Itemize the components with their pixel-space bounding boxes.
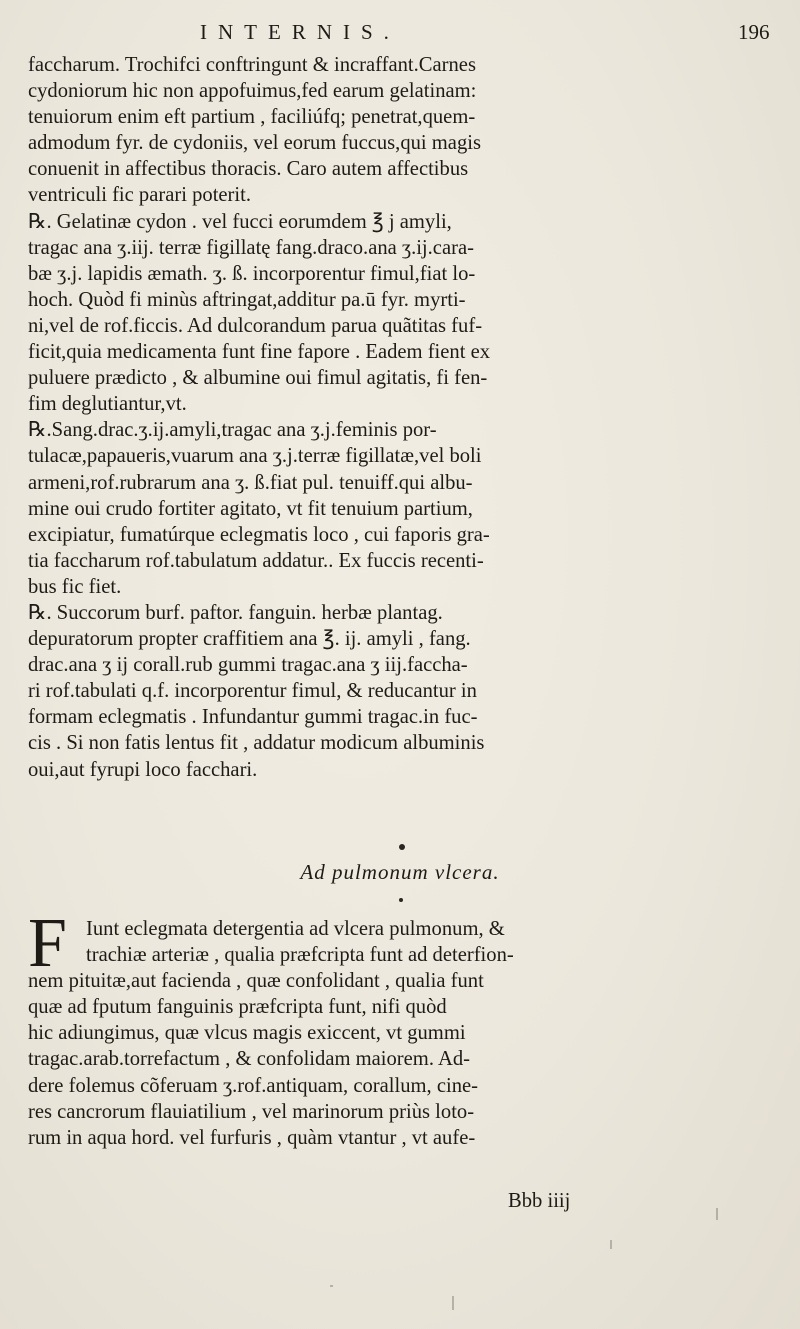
text-line: dere folemus cõferuam ʒ.rof.antiquam, corallum, cine-: [28, 1074, 479, 1097]
text-line: ficit,quia medicamenta funt fine fapore . Eadem fient ex: [28, 341, 491, 364]
text-line: nem pituitæ,aut facienda , quæ confolidant , qualia funt: [28, 970, 484, 993]
text-line: puluere prædicto , & albumine oui fimul agitatis, fi fen-: [28, 367, 488, 390]
text-line: ℞. Gelatinæ cydon . vel fucci eorumdem ℥ j amyli,: [28, 210, 452, 233]
signature-mark: Bbb iiij: [508, 1190, 571, 1212]
text-line: tragac ana ʒ.iij. terræ figillatę fang.draco.ana ʒ.ij.cara-: [28, 236, 474, 259]
ornament-dot: [399, 898, 403, 902]
section-heading-block: [0, 860, 800, 885]
drop-cap: F: [28, 905, 67, 982]
paper-speck: [330, 1285, 333, 1287]
section-heading: Ad pulmonum vlcera.: [300, 860, 500, 884]
text-line: rum in aqua hord. vel furfuris , quàm vtantur , vt aufe-: [28, 1126, 476, 1149]
text-line: Iunt eclegmata detergentia ad vlcera pulmonum, &: [86, 918, 505, 940]
text-line: bus fic fiet.: [28, 575, 122, 598]
text-line: armeni,rof.rubrarum ana ʒ. ß.fiat pul. tenuiff.qui albu-: [28, 471, 473, 494]
page-header: [0, 14, 800, 54]
paper-speck: [716, 1208, 718, 1220]
text-line: tulacæ,papaueris,vuarum ana ʒ.j.terræ figillatæ,vel boli: [28, 445, 482, 468]
text-line: mine oui crudo fortiter agitato, vt fit tenuium partium,: [28, 497, 473, 520]
paper-speck: [610, 1240, 612, 1249]
page-number: 196: [738, 20, 770, 44]
text-line: trachiæ arteriæ , qualia præfcripta funt ad deterfion-: [86, 944, 514, 967]
text-line: ventriculi fic parari poterit.: [28, 184, 252, 207]
text-line: ℞. Succorum burf. paftor. fanguin. herbæ plantag.: [28, 601, 443, 624]
text-line: fim deglutiantur,vt.: [28, 393, 187, 416]
text-line: tia faccharum rof.tabulatum addatur.. Ex fuccis recenti-: [28, 549, 484, 572]
text-line: faccharum. Trochifci conftringunt & incraffant.Carnes: [28, 54, 476, 76]
text-line: tenuiorum enim eft partium , faciliúfq; penetrat,quem-: [28, 106, 476, 129]
paper-speck: [452, 1296, 454, 1310]
text-line: res cancrorum flauiatilium , vel marinorum priùs loto-: [28, 1100, 475, 1123]
text-line: ni,vel de rof.ficcis. Ad dulcorandum parua quãtitas fuf-: [28, 314, 483, 337]
text-line: ℞.Sang.drac.ʒ.ij.amyli,tragac ana ʒ.j.feminis por-: [28, 419, 437, 442]
section-text: [28, 905, 788, 1151]
text-line: cydoniorum hic non appofuimus,fed earum gelatinam:: [28, 80, 477, 103]
text-line: tragac.arab.torrefactum , & confolidam maiorem. Ad-: [28, 1048, 471, 1071]
text-line: depuratorum propter craffitiem ana ℥. ij. amyli , fang.: [28, 628, 471, 651]
body-text: [28, 52, 788, 783]
text-line: formam eclegmatis . Infundantur gummi tragac.in fuc-: [28, 706, 478, 729]
text-line: drac.ana ʒ ij corall.rub gummi tragac.ana ʒ iij.faccha-: [28, 654, 468, 677]
text-line: hoch. Quòd fi minùs aftringat,additur pa.ū fyr. myrti-: [28, 288, 466, 311]
text-line: conuenit in affectibus thoracis. Caro autem affectibus: [28, 158, 469, 181]
text-line: excipiatur, fumatúrque eclegmatis loco , cui faporis gra-: [28, 523, 490, 546]
text-line: cis . Si non fatis lentus fit , addatur modicum albuminis: [28, 732, 485, 755]
running-head: INTERNIS.: [200, 20, 400, 44]
ornament-dot: [399, 844, 405, 850]
text-line: bæ ʒ.j. lapidis æmath. ʒ. ß. incorporentur fimul,fiat lo-: [28, 262, 476, 285]
text-line: hic adiungimus, quæ vlcus magis exiccent, vt gummi: [28, 1022, 466, 1045]
text-line: admodum fyr. de cydoniis, vel eorum fuccus,qui magis: [28, 132, 481, 155]
text-line: oui,aut fyrupi loco facchari.: [28, 758, 258, 781]
text-line: quæ ad fputum fanguinis præfcripta funt, nifi quòd: [28, 996, 447, 1019]
text-line: ri rof.tabulati q.f. incorporentur fimul, & reducantur in: [28, 680, 477, 703]
